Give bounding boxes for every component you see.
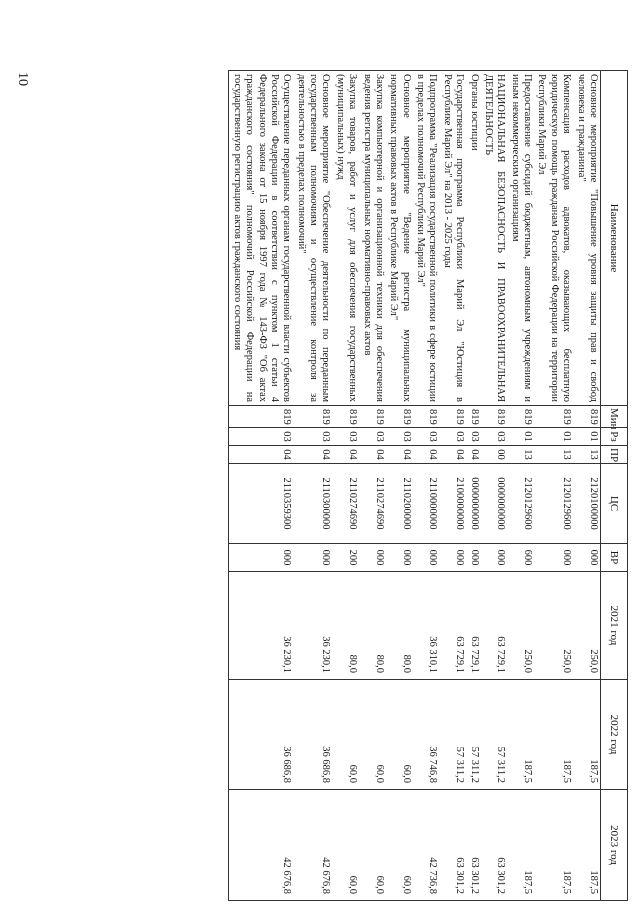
cell-pr: 04: [466, 446, 480, 464]
cell-2023: 187,5: [507, 790, 534, 901]
cell-min: 819: [293, 406, 332, 428]
cell-2023: 60,0: [359, 790, 386, 901]
cell-rz: 03: [466, 428, 480, 446]
cell-rz: 03: [413, 428, 440, 446]
cell-pr: 04: [229, 446, 293, 464]
cell-cs: 2110359300: [229, 464, 293, 544]
cell-name: Основное мероприятие "Обеспечение деятельности по переданным государственным полномочиям и осуществление контроля за деятельностью в пределах полномочий": [293, 71, 332, 406]
cell-2021: 36 230,1: [293, 572, 332, 680]
cell-name: Закупка товаров, работ и услуг для обеспечения государственных (муниципальных) нужд: [333, 71, 360, 406]
table-row: [573, 71, 600, 901]
header-rz: Рз: [601, 428, 628, 446]
cell-min: 819: [359, 406, 386, 428]
cell-rz: 03: [481, 428, 508, 446]
cell-pr: 13: [534, 446, 573, 464]
cell-cs: 2100000000: [440, 464, 467, 544]
rotated-page-content: [123, 70, 628, 900]
cell-2021: 80,0: [386, 572, 413, 680]
table-row: [359, 71, 386, 901]
cell-2022: 36 746,8: [413, 680, 440, 790]
cell-min: 819: [386, 406, 413, 428]
cell-2023: 42 736,8: [413, 790, 440, 901]
cell-name: Компенсация расходов адвокатов, оказывающих бесплатную юридическую помощь гражданам Российской Федерации на территории Республики Марий Эл: [534, 71, 573, 406]
cell-vr: 000: [229, 544, 293, 572]
cell-vr: 000: [359, 544, 386, 572]
cell-cs: 2110200000: [386, 464, 413, 544]
cell-pr: 04: [386, 446, 413, 464]
table-row: [440, 71, 467, 901]
cell-name: Предоставление субсидий бюджетным, автономным учреждениям и иным некоммерческим организациям: [507, 71, 534, 406]
cell-min: 819: [573, 406, 600, 428]
cell-pr: 13: [573, 446, 600, 464]
cell-min: 819: [229, 406, 293, 428]
cell-pr: 04: [359, 446, 386, 464]
cell-vr: 200: [333, 544, 360, 572]
cell-min: 819: [534, 406, 573, 428]
cell-2023: 63 301,2: [481, 790, 508, 901]
header-2023: 2023 год: [601, 790, 628, 901]
cell-2022: 187,5: [534, 680, 573, 790]
cell-2023: 60,0: [333, 790, 360, 901]
cell-min: 819: [333, 406, 360, 428]
cell-min: 819: [466, 406, 480, 428]
cell-cs: 2120100000: [573, 464, 600, 544]
cell-vr: 000: [293, 544, 332, 572]
cell-2022: 57 311,2: [440, 680, 467, 790]
cell-cs: 0000000000: [481, 464, 508, 544]
cell-2021: 80,0: [359, 572, 386, 680]
cell-2022: 36 686,8: [229, 680, 293, 790]
table-row: [534, 71, 573, 901]
cell-vr: 000: [481, 544, 508, 572]
table-row: [507, 71, 534, 901]
cell-2023: 187,5: [573, 790, 600, 901]
cell-rz: 03: [293, 428, 332, 446]
cell-vr: 000: [413, 544, 440, 572]
budget-table: [229, 70, 629, 901]
cell-pr: 04: [293, 446, 332, 464]
cell-min: 819: [481, 406, 508, 428]
cell-rz: 03: [359, 428, 386, 446]
cell-pr: 04: [413, 446, 440, 464]
cell-rz: 03: [386, 428, 413, 446]
header-2021: 2021 год: [601, 572, 628, 680]
header-cs: ЦС: [601, 464, 628, 544]
cell-name: Органы юстиции: [466, 71, 480, 406]
cell-vr: 000: [440, 544, 467, 572]
cell-name: Основное мероприятие "Ведение регистра муниципальных нормативных правовых актов в Республике Марий Эл": [386, 71, 413, 406]
cell-rz: 03: [333, 428, 360, 446]
cell-2021: 63 729,1: [481, 572, 508, 680]
cell-2021: 80,0: [333, 572, 360, 680]
cell-name: НАЦИОНАЛЬНАЯ БЕЗОПАСНОСТЬ И ПРАВООХРАНИТЕЛЬНАЯ ДЕЯТЕЛЬНОСТЬ: [481, 71, 508, 406]
table-header-row: [601, 71, 628, 901]
cell-cs: 2110300000: [293, 464, 332, 544]
cell-name: Государственная программа Республики Марий Эл "Юстиция в Республике Марий Эл" на 2013 - 2025 годы: [440, 71, 467, 406]
cell-vr: 000: [386, 544, 413, 572]
cell-name: Закупка компьютерной и организационной техники для обеспечения ведения регистра муниципальных нормативно-правовых актов: [359, 71, 386, 406]
cell-2021: 63 729,1: [440, 572, 467, 680]
cell-vr: 600: [507, 544, 534, 572]
cell-2022: 57 311,2: [466, 680, 480, 790]
cell-2021: 63 729,1: [466, 572, 480, 680]
cell-cs: 2110274690: [359, 464, 386, 544]
header-min: Мин: [601, 406, 628, 428]
cell-2022: 60,0: [333, 680, 360, 790]
cell-2023: 42 676,8: [229, 790, 293, 901]
cell-2023: 42 676,8: [293, 790, 332, 901]
cell-cs: 2120129600: [534, 464, 573, 544]
cell-name: Подпрограмма "Реализация государственной политики в сфере юстиции в пределах полномочий Республики Марий Эл": [413, 71, 440, 406]
cell-vr: 000: [573, 544, 600, 572]
cell-rz: 03: [229, 428, 293, 446]
cell-min: 819: [413, 406, 440, 428]
cell-2022: 187,5: [507, 680, 534, 790]
cell-vr: 000: [466, 544, 480, 572]
page-number: 10: [15, 72, 30, 86]
header-vr: ВР: [601, 544, 628, 572]
cell-2023: 63 301,2: [440, 790, 467, 901]
cell-cs: 2110000000: [413, 464, 440, 544]
cell-vr: 000: [534, 544, 573, 572]
header-pr: ПР: [601, 446, 628, 464]
table-row: [413, 71, 440, 901]
cell-pr: 04: [440, 446, 467, 464]
cell-2023: 60,0: [386, 790, 413, 901]
cell-2022: 36 686,8: [293, 680, 332, 790]
cell-2021: 250,0: [534, 572, 573, 680]
table-row: [333, 71, 360, 901]
cell-pr: 00: [481, 446, 508, 464]
cell-2021: 36 310,1: [413, 572, 440, 680]
cell-2021: 250,0: [573, 572, 600, 680]
cell-name: Основное мероприятие "Повышение уровня защиты прав и свобод человека и гражданина": [573, 71, 600, 406]
cell-2022: 187,5: [573, 680, 600, 790]
header-2022: 2022 год: [601, 680, 628, 790]
table-row: [293, 71, 332, 901]
cell-pr: 04: [333, 446, 360, 464]
header-name: Наименование: [601, 71, 628, 406]
cell-name: Осуществление переданных органам государственной власти субъектов Российской Федерации в соответствии с пунктом 1 статьи 4 Федерального закона от 15 ноября 1997 года № 143-ФЗ "Об актах гражданского состояния" полномочий Российской Федерации на государственную регистрацию актов гражданского состояния: [229, 71, 293, 406]
cell-cs: 2110274690: [333, 464, 360, 544]
cell-2023: 187,5: [534, 790, 573, 901]
cell-2022: 60,0: [386, 680, 413, 790]
cell-min: 819: [507, 406, 534, 428]
table-row: [466, 71, 480, 901]
cell-2023: 63 301,2: [466, 790, 480, 901]
cell-2021: 36 230,1: [229, 572, 293, 680]
cell-cs: 0000000000: [466, 464, 480, 544]
cell-rz: 01: [534, 428, 573, 446]
cell-rz: 03: [440, 428, 467, 446]
table-row: [386, 71, 413, 901]
cell-pr: 13: [507, 446, 534, 464]
cell-rz: 01: [507, 428, 534, 446]
cell-2022: 57 311,2: [481, 680, 508, 790]
cell-min: 819: [440, 406, 467, 428]
table-row: [481, 71, 508, 901]
table-row: [229, 71, 293, 901]
cell-cs: 2120129600: [507, 464, 534, 544]
cell-rz: 01: [573, 428, 600, 446]
cell-2022: 60,0: [359, 680, 386, 790]
cell-2021: 250,0: [507, 572, 534, 680]
